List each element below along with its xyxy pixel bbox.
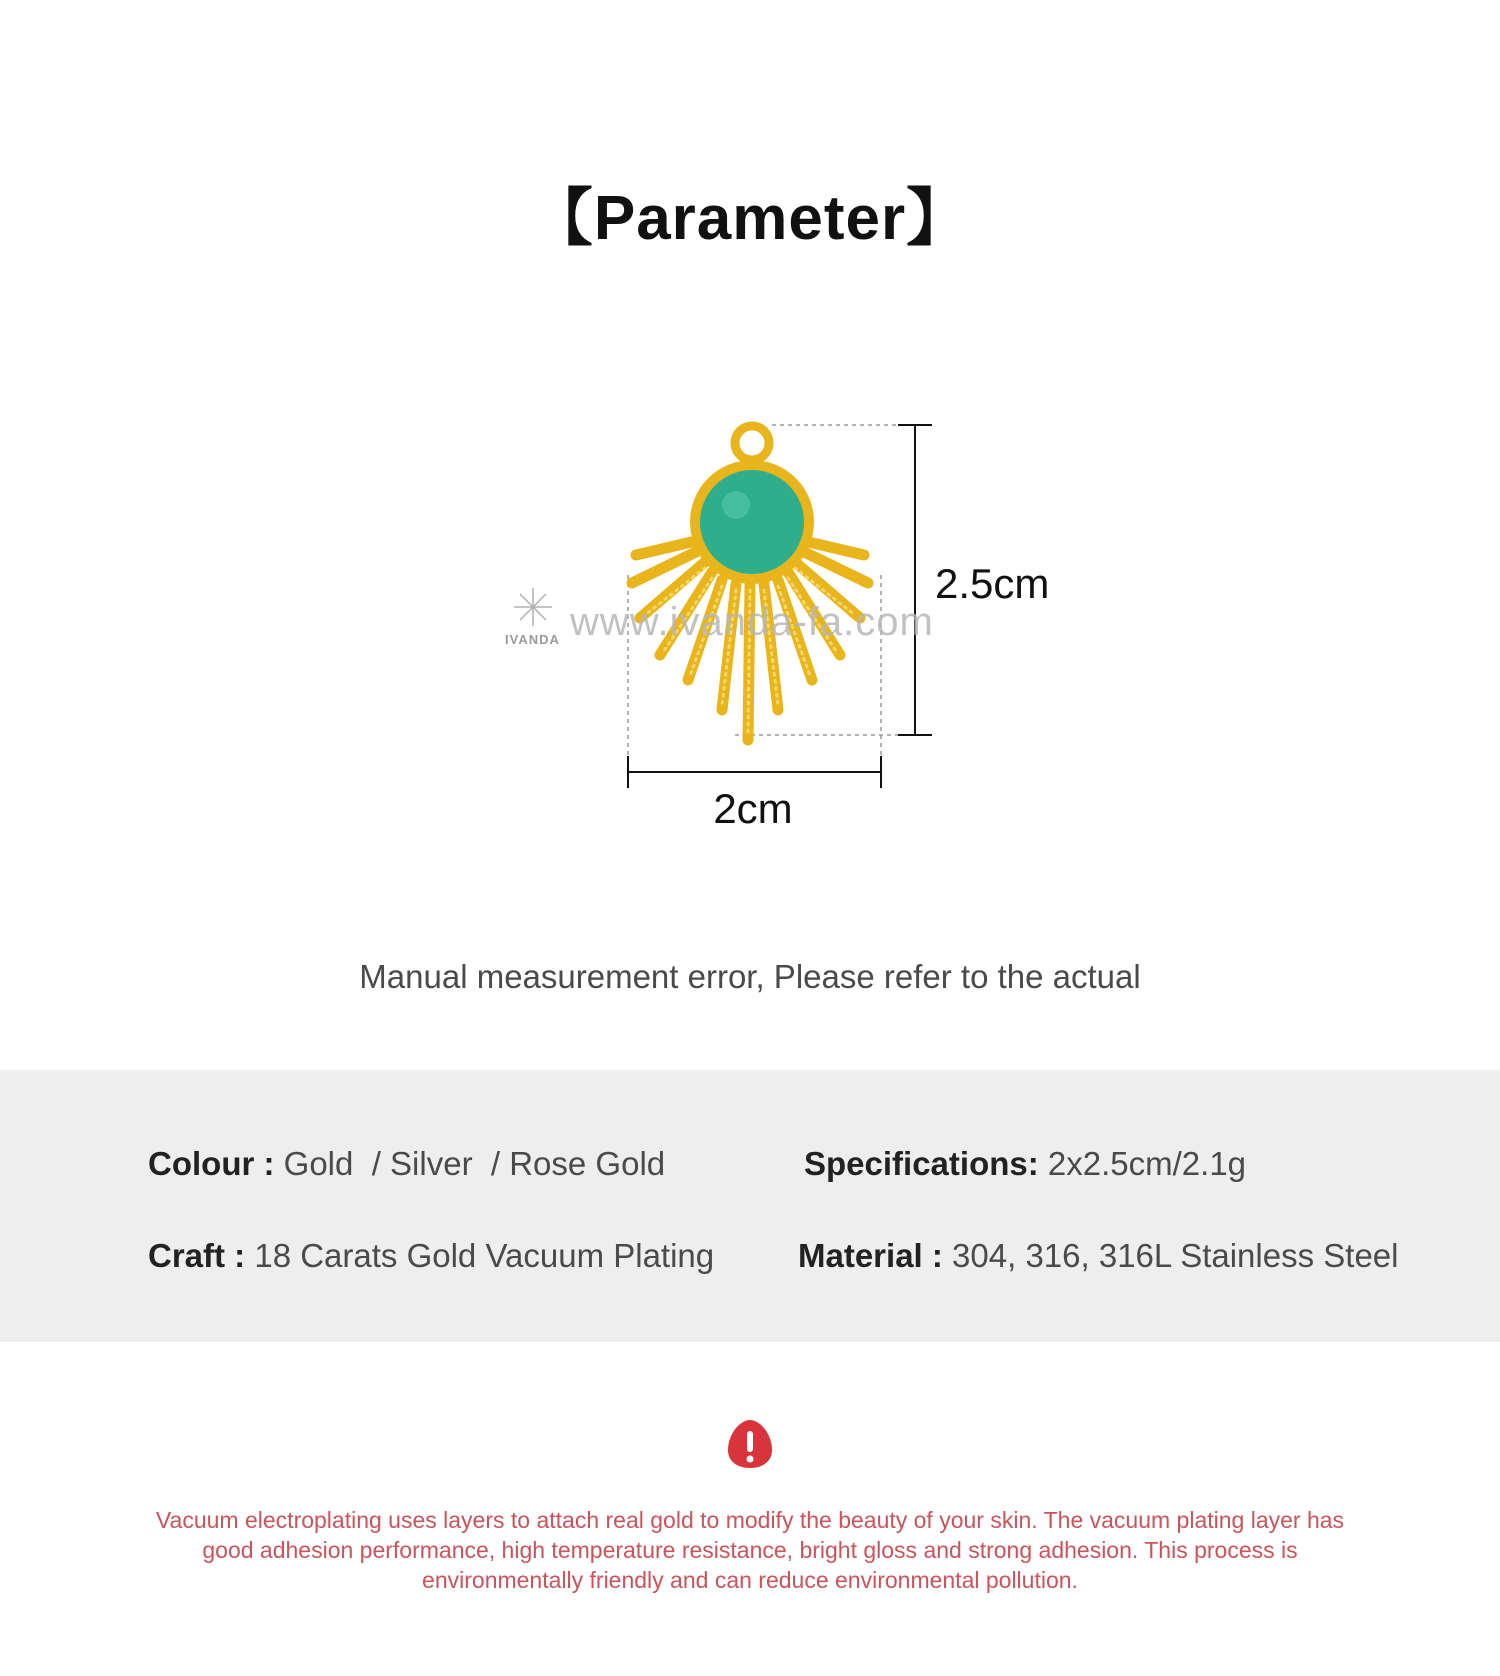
spec-specifications-label: Specifications: <box>804 1145 1039 1182</box>
watermark-logo-text: IVANDA <box>505 632 560 647</box>
spec-material-value: 304, 316, 316L Stainless Steel <box>952 1237 1399 1274</box>
height-dimension-line <box>898 425 932 735</box>
spec-craft <box>148 1237 714 1275</box>
spec-specifications-value: 2x2.5cm/2.1g <box>1047 1145 1247 1182</box>
spec-craft-label: Craft : <box>148 1237 246 1274</box>
pendant-stone <box>700 470 804 574</box>
spec-colour-value: Gold / Silver / Rose Gold <box>283 1145 666 1182</box>
spec-material <box>798 1237 1398 1275</box>
spec-specifications <box>804 1145 1246 1183</box>
spec-craft-value: 18 Carats Gold Vacuum Plating <box>254 1237 715 1274</box>
width-label: 2cm <box>713 785 793 832</box>
height-label: 2.5cm <box>935 560 1050 607</box>
width-dimension-line <box>628 756 881 788</box>
measurement-note: Manual measurement error, Please refer to the actual <box>359 958 1141 995</box>
watermark-url: www.ivanda-fa.com <box>570 600 934 644</box>
spec-colour <box>148 1145 665 1183</box>
spec-colour-label: Colour : <box>148 1145 275 1182</box>
pendant-loop <box>735 426 769 460</box>
spec-material-label: Material : <box>798 1237 943 1274</box>
ivanda-logo-icon <box>514 588 552 626</box>
page-title: 【Parameter】 <box>530 184 970 253</box>
specs-panel <box>0 1070 1500 1342</box>
exclamation-icon <box>726 1418 774 1470</box>
plating-description: Vacuum electroplating uses layers to attach real gold to modify the beauty of your skin. The vacuum plating layer has good adhesion performance, high temperature resistance, bright gloss and strong adhesion. This process is environmentally friendly and can reduce environmental pollution. <box>155 1507 1345 1593</box>
